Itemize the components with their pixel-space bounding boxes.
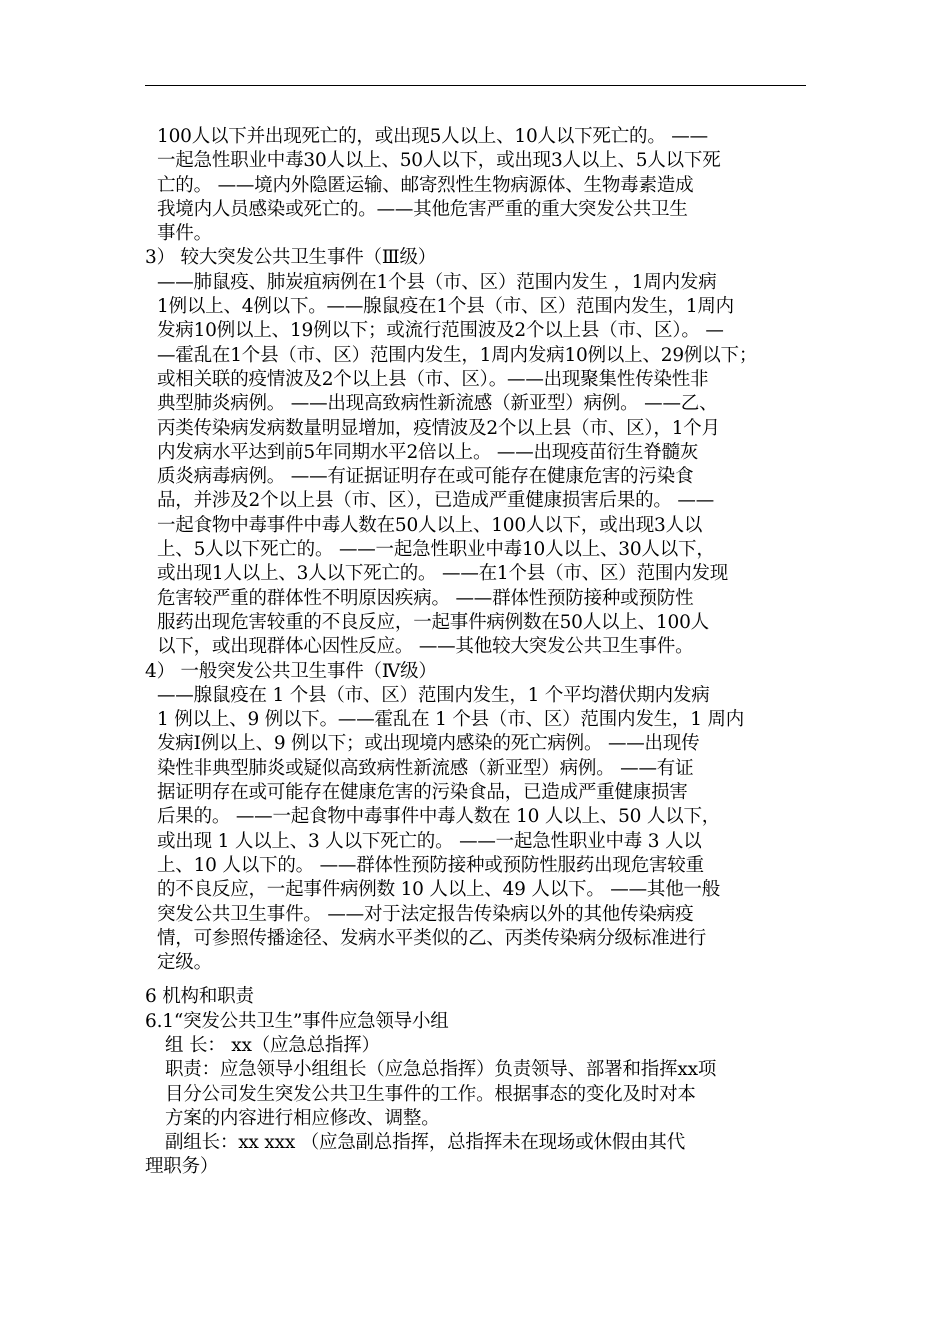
text-line: 事件。 (157, 223, 212, 245)
text-line: 6 机构和职责 (145, 986, 254, 1008)
paragraph (145, 1058, 811, 1131)
text-line: 方案的内容进行相应修改、调整。 (165, 1107, 440, 1129)
text-line: 品，并涉及2个以上县（市、区），已造成严重健康损害后果的。 —— (157, 490, 715, 512)
text-line: 以下，或出现群体心因性反应。 ——其他较大突发公共卫生事件。 (157, 636, 694, 658)
paragraph (145, 1131, 811, 1155)
paragraph (145, 125, 811, 246)
text-line: 丙类传染病发病数量明显增加，疫情波及2个以上县（市、区），1个月 (157, 417, 720, 439)
section-heading (145, 1010, 811, 1034)
text-line: 服药出现危害较重的不良反应，一起事件病例数在50人以上、100人 (157, 611, 709, 633)
paragraph (145, 1034, 811, 1058)
text-line: 3） 较大突发公共卫生事件（Ⅲ级） (145, 247, 437, 269)
text-line: 典型肺炎病例。 ——出现高致病性新流感（新亚型）病例。 ——乙、 (157, 393, 718, 415)
text-line: ——腺鼠疫在 1 个县（市、区）范围内发生，1 个平均潜伏期内发病 (157, 684, 710, 706)
text-line: 据证明存在或可能存在健康危害的污染食品，已造成严重健康损害 (157, 782, 688, 804)
header-rule (145, 85, 806, 86)
text-line: 的不良反应，一起事件病例数 10 人以上、49 人以下。 ——其他一般 (157, 879, 721, 901)
text-line: 上、5人以下死亡的。 ——一起急性职业中毒10人以上、30人以下， (157, 539, 715, 561)
text-line: 上、10 人以下的。 ——群体性预防接种或预防性服药出现危害较重 (157, 854, 704, 876)
text-line: 我境内人员感染或死亡的。——其他危害严重的重大突发公共卫生 (157, 198, 688, 220)
text-line: 职责：应急领导小组组长（应急总指挥）负责领导、部署和指挥xx项 (165, 1059, 717, 1081)
text-line: 后果的。 ——一起食物中毒事件中毒人数在 10 人以上、50 人以下， (157, 806, 721, 828)
text-line: 染性非典型肺炎或疑似高致病性新流感（新亚型）病例。 ——有证 (157, 757, 694, 779)
text-line: 发病Ⅰ例以上、9 例以下；或出现境内感染的死亡病例。 ——出现传 (157, 733, 700, 755)
document-body (145, 125, 811, 1180)
paragraph (145, 684, 811, 976)
text-line: 组 长： xx（应急总指挥） (165, 1034, 380, 1056)
text-line: 4） 一般突发公共卫生事件（Ⅳ级） (145, 660, 437, 682)
text-line: 亡的。 ——境内外隐匿运输、邮寄烈性生物病源体、生物毒素造成 (157, 174, 694, 196)
text-line: 突发公共卫生事件。 ——对于法定报告传染病以外的其他传染病疫 (157, 903, 694, 925)
text-line: 一起食物中毒事件中毒人数在50人以上、100人以下，或出现3人以 (157, 514, 703, 536)
section-heading (145, 985, 811, 1009)
section-heading (145, 660, 811, 684)
text-line: 质炎病毒病例。 ——有证据证明存在或可能存在健康危害的污染食 (157, 466, 694, 488)
section-heading (145, 1155, 811, 1179)
text-line: 内发病水平达到前5年同期水平2倍以上。 ——出现疫苗衍生脊髓灰 (157, 441, 699, 463)
text-line: 1 例以上、9 例以下。——霍乱在 1 个县（市、区）范围内发生，1 周内 (157, 709, 745, 731)
paragraph (145, 271, 811, 660)
section-heading (145, 246, 811, 270)
text-line: 发病10例以上、19例以下；或流行范围波及2个以上县（市、区）。 — (157, 320, 724, 342)
text-line: 或出现 1 人以上、3 人以下死亡的。 ——一起急性职业中毒 3 人以 (157, 830, 702, 852)
text-line: 1例以上、4例以下。——腺鼠疫在1个县（市、区）范围内发生，1周内 (157, 296, 734, 318)
text-line: 目分公司发生突发公共卫生事件的工作。根据事态的变化及时对本 (165, 1083, 696, 1105)
text-line: 或出现1人以上、3人以下死亡的。 ——在1个县（市、区）范围内发现 (157, 563, 729, 585)
text-line: 100人以下并出现死亡的，或出现5人以上、10人以下死亡的。 —— (157, 126, 708, 147)
text-line: 一起急性职业中毒30人以上、50人以下，或出现3人以上、5人以下死 (157, 150, 721, 172)
text-line: 情，可参照传播途径、发病水平类似的乙、丙类传染病分级标准进行 (157, 927, 707, 949)
text-line: 副组长：xx xxx （应急副总指挥，总指挥未在现场或休假由其代 (165, 1132, 686, 1154)
text-line: ——肺鼠疫、肺炭疽病例在1个县（市、区）范围内发生 ，1周内发病 (157, 271, 717, 293)
text-line: 6.1“突发公共卫生”事件应急领导小组 (145, 1010, 449, 1032)
text-line: 定级。 (157, 952, 212, 974)
text-line: 或相关联的疫情波及2个以上县（市、区）。——出现聚集性传染性非 (157, 368, 709, 390)
text-line: 理职务） (145, 1156, 219, 1178)
text-line: —霍乱在1个县（市、区）范围内发生，1周内发病10例以上、29例以下； (157, 344, 758, 366)
text-line: 危害较严重的群体性不明原因疾病。 ——群体性预防接种或预防性 (157, 587, 694, 609)
